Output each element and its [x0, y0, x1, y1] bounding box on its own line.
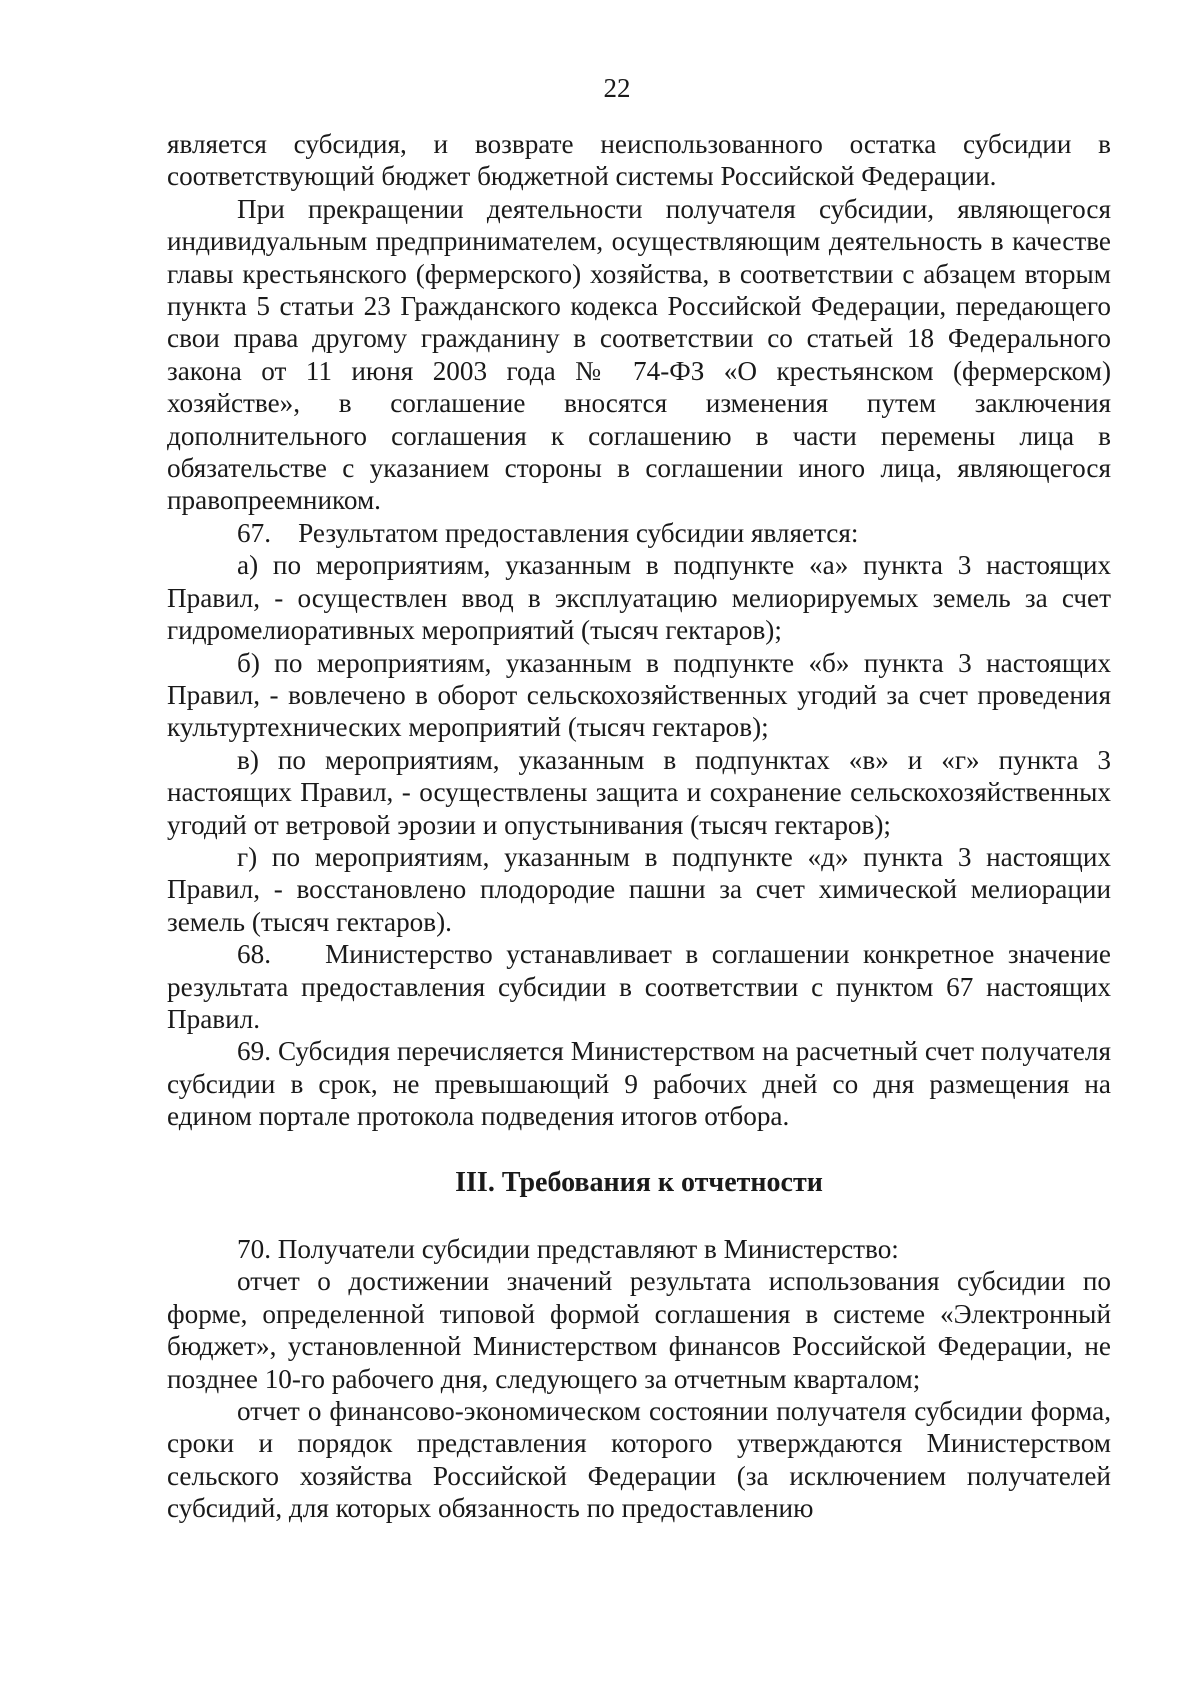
paragraph-68: 68. Министерство устанавливает в соглашении конкретное значение результата предоставления субсидии в соответствии с пунктом 67 настоящих Правил. — [167, 939, 1118, 1034]
paragraph-70: 70. Получатели субсидии представляют в Министерство: — [237, 1234, 899, 1264]
paragraph-70-report-results: отчет о достижении значений результата использования субсидии по форме, определенной типовой формой соглашения в системе «Электронный бюджет», установленной Министерством финансов Российской Федерации, не позднее 10-го рабочего дня, следующего за отчетным кварталом; — [167, 1266, 1111, 1394]
paragraph-67-a: а) по мероприятиям, указанным в подпункте «а» пункта 3 настоящих Правил, - осуществлен ввод в эксплуатацию мелиорируемых земель за счет гидромелиоративных мероприятий (тысяч гектаров); — [167, 550, 1111, 646]
paragraph-70-report-finance: отчет о финансово-экономическом состоянии получателя субсидии форма, сроки и порядок представления которого утверждаются Министерством сельского хозяйства Российской Федерации (за исключением получателей субсидий, для которых обязанность по предоставлению — [167, 1396, 1111, 1524]
section-heading: III. Требования к отчетности — [455, 1166, 823, 1198]
paragraph-67: 67. Результатом предоставления субсидии является: — [237, 517, 859, 548]
paragraph-67-b: б) по мероприятиям, указанным в подпункте «б» пункта 3 настоящих Правил, - вовлечено в оборот сельскохозяйственных угодий за счет проведения культуртехнических мероприятий (тысяч гектаров); — [167, 647, 1111, 743]
paragraph-69: 69. Субсидия перечисляется Министерством на расчетный счет получателя субсидии в срок, не превышающий 9 рабочих дней со дня размещения на едином портале протокола подведения итогов отбора. — [167, 1036, 1111, 1132]
document-body — [167, 128, 1118, 1525]
paragraph-continuation: является субсидия, и возврате неиспользованного остатка субсидии в соответствующий бюджет бюджетной системы Российской Федерации. — [167, 129, 1111, 192]
page-number: 22 — [603, 73, 631, 103]
paragraph-farm-termination: При прекращении деятельности получателя субсидии, являющегося индивидуальным предпринимателем, осуществляющим деятельность в качестве главы крестьянского (фермерского) хозяйства, в соответствии с абзацем вторым пункта 5 статьи 23 Гражданского кодекса Российской Федерации, передающего свои права другому гражданину в соответствии со статьей 18 Федерального закона от 11 июня 2003 года № 74-ФЗ «О крестьянском (фермерском) хозяйстве», в соглашение вносятся изменения путем заключения дополнительного соглашения к соглашению в части перемены лица в обязательстве с указанием стороны в соглашении иного лица, являющегося правопреемником. — [167, 193, 1111, 516]
paragraph-67-g: г) по мероприятиям, указанным в подпункте «д» пункта 3 настоящих Правил, - восстановлено плодородие пашни за счет химической мелиорации земель (тысяч гектаров). — [167, 841, 1111, 937]
paragraph-67-v: в) по мероприятиям, указанным в подпунктах «в» и «г» пункта 3 настоящих Правил, - осуществлены защита и сохранение сельскохозяйственных угодий от ветровой эрозии и опустынивания (тысяч гектаров); — [167, 744, 1111, 840]
